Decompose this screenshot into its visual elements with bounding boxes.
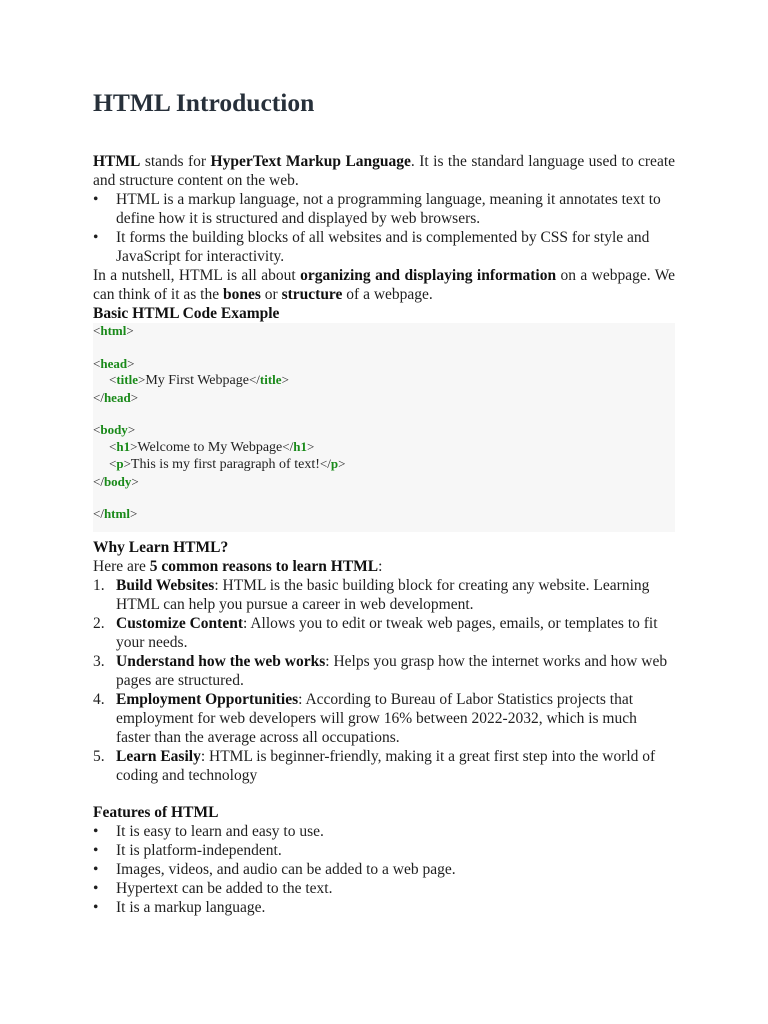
code-line: <body> [93,422,136,438]
why-lead: Here are 5 common reasons to learn HTML: [93,557,383,575]
document-page [93,0,675,917]
code-line: </html> [93,506,138,522]
list-item: • It is a markup language. [93,898,266,916]
code-line: <html> [93,323,134,338]
list-item: 1. Build Websites: HTML is the basic building block for creating any website. Learning HTML can help you pursue a career in web development. [93,576,650,613]
list-item: 5. Learn Easily: HTML is beginner-friendly, making it a great first step into the world of coding and technology [93,747,656,784]
list-item: • HTML is a markup language, not a programming language, meaning it annotates text to define how it is structured and displayed by web browsers. [93,191,661,227]
code-line: </head> [93,389,139,405]
code-line: <head> [93,355,135,371]
bullet-icon: • [93,191,99,208]
list-item: • Hypertext can be added to the text. [93,879,333,897]
list-item: • It is easy to learn and easy to use. [93,822,324,840]
intro-term-html: HTML [93,153,141,170]
list-item: 2. Customize Content: Allows you to edit or tweak web pages, emails, or templates to fit your needs. [93,614,658,651]
intro-paragraph: HTML stands for HyperText Markup Language. It is the standard language used to create and structure content on the web. [93,153,676,189]
list-item: • It forms the building blocks of all websites and is complemented by CSS for style and JavaScript for interactivity. [93,229,650,265]
features-list [93,822,675,917]
code-line: </body> [93,473,139,489]
list-item: 4. Employment Opportunities: According to Bureau of Labor Statistics projects that employment for web developers will grow 16% between 2022-2032, which is much faster than the average across all occupations. [93,690,637,746]
code-block [93,323,675,532]
bullet-icon: • [93,229,99,246]
features-heading: Features of HTML [93,803,219,821]
list-item: • It is platform-independent. [93,841,282,859]
code-line: <title>My First Webpage</title> [109,372,289,389]
bullet-icon: • [93,879,99,897]
bullet-icon: • [93,860,99,878]
nutshell-paragraph: In a nutshell, HTML is all about organizing and displaying information on a webpage. We can think of it as the bones or structure of a webpage. [93,267,675,303]
list-item: • Images, videos, and audio can be added to a web page. [93,860,456,878]
why-heading: Why Learn HTML? [93,538,229,556]
intro-bullet-list [93,190,675,266]
bullet-icon: • [93,898,99,916]
code-example-heading: Basic HTML Code Example [93,305,280,322]
reasons-list [93,576,675,785]
bullet-icon: • [93,841,99,859]
bullet-icon: • [93,822,99,840]
page-title: HTML Introduction [93,88,315,117]
code-line: <h1>Welcome to My Webpage</h1> [109,438,315,455]
list-item: 3. Understand how the web works: Helps you grasp how the internet works and how web pages are structured. [93,652,668,689]
code-line: <p>This is my first paragraph of text!</p> [109,456,346,473]
intro-term-hypertext: HyperText Markup Language [210,153,411,170]
